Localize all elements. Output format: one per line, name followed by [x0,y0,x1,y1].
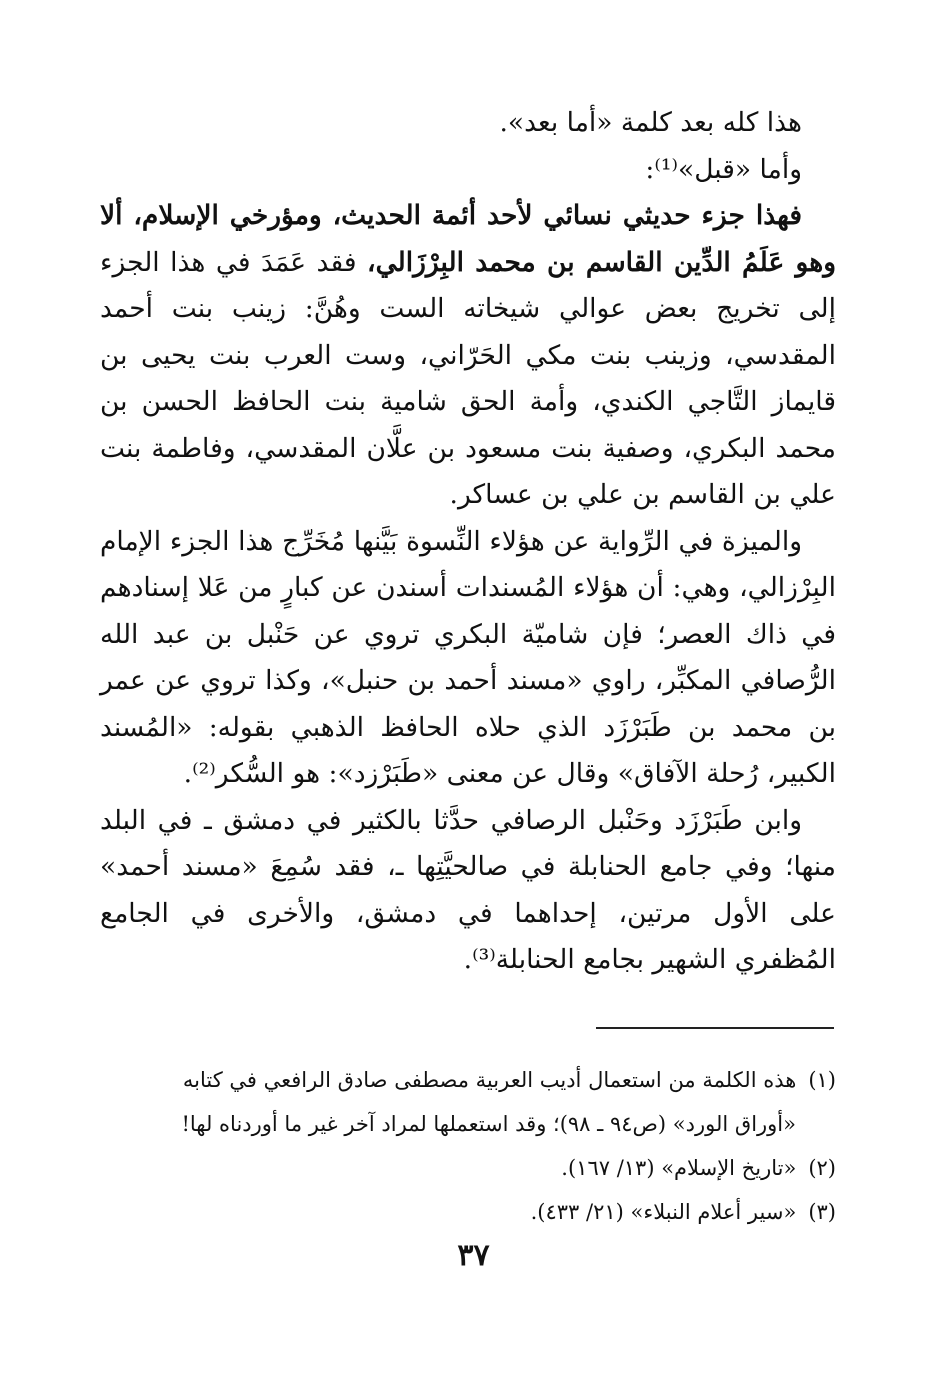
footnote-2 [100,1146,836,1190]
paragraph-3 [100,193,836,519]
footnote-1 [100,1058,836,1102]
footnotes [100,1058,836,1234]
paragraph-1: هذا كله بعد كلمة «أما بعد». [499,107,802,138]
footnote-1-number: (١) [808,1068,836,1092]
paragraph-2: وأما «قبل»⁽¹⁾: [645,153,802,185]
main-text [100,100,836,984]
paragraph-3-rest: فقد عَمَدَ في هذا الجزء إلى تخريج بعض عوالي شيخاته الست وهُنَّ: زينب بنت أحمد المقدسي، وزينب بنت مكي الحَرّاني، وست العرب بنت يحيى بن قايماز التَّاجي الكندي، وأمة الحق شامية بنت الحافظ الحسن بن محمد البكري، وصفية بنت مسعود بن علَّان المقدسي، وفاطمة بنت علي بن القاسم بن علي بن عساكر. [100,246,836,510]
footnote-2-text: «تاريخ الإسلام» (١٣/ ١٦٧). [561,1156,797,1180]
footnote-2-number: (٢) [808,1156,836,1180]
paragraph-4: والميزة في الرِّواية عن هؤلاء النِّسوة بَيَّنها مُخَرِّج هذا الجزء الإمام البِرْزالي، وهي: أن هؤلاء المُسندات أسندن عن كبارٍ من عَلا إسنادهم في ذاك العصر؛ فإن شاميّة البكري تروي عن حَنْبل بن عبد الله الرُّصافي المكبِّر، راوي «مسند أحمد بن حنبل»، وكذا تروي عن عمر بن محمد بن طَبَرْزَد الذي حلاه الحافظ الذهبي بقوله: «المُسند الكبير، رُحلة الآفاق» وقال عن معنى «طَبَرْزد»: هو السُّكر⁽²⁾. [100,525,836,789]
footnote-3-text: «سير أعلام النبلاء» (٢١/ ٤٣٣). [530,1200,797,1224]
paragraph-3-bold: فهذا جزء حديثي نسائي لأحد أئمة الحديث، ومؤرخي الإسلام، ألا وهو عَلَمُ الدِّين القاسم بن محمد البِرْزَالي، [100,200,836,278]
footnote-divider [596,1027,834,1029]
page-number: ٣٧ [457,1238,490,1273]
footnote-3 [100,1190,836,1234]
footnote-1-continuation: «أوراق الورد» (ص٩٤ ـ ٩٨)؛ وقد استعملها لمراد آخر غير ما أوردناه لها! [181,1112,796,1136]
footnote-3-number: (٣) [808,1200,836,1224]
paragraph-5: وابن طَبَرْزَد وحَنْبل الرصافي حدَّثا بالكثير في دمشق ـ في البلد منها؛ وفي جامع الحنابلة في صالحيَّتِها ـ، فقد سُمِعَ «مسند أحمد» على الأول مرتين، إحداهما في دمشق، والأخرى في الجامع المُظفري الشهير بجامع الحنابلة⁽³⁾. [100,804,836,975]
footnote-1-line-1: هذه الكلمة من استعمال أديب العربية مصطفى صادق الرافعي في كتابه [182,1068,797,1092]
